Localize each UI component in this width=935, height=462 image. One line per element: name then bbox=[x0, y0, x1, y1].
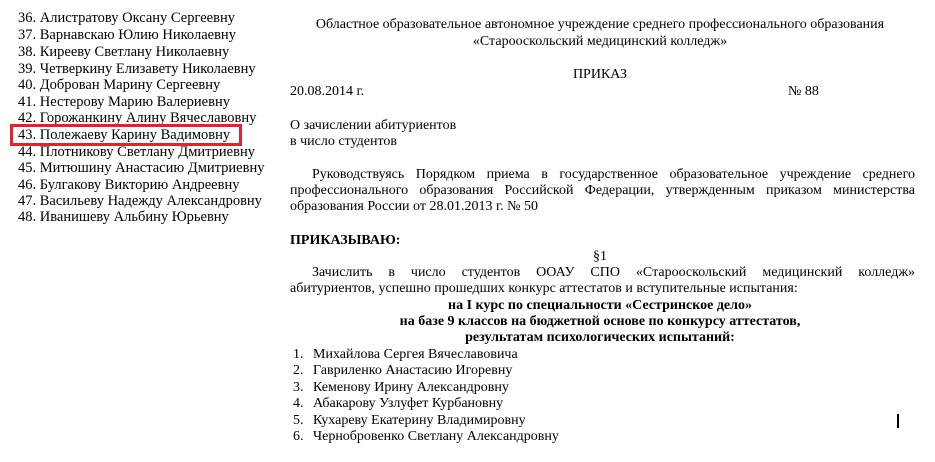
list-item: 48. Иванишеву Альбину Юрьевну bbox=[18, 209, 229, 225]
list-item-number: 6. bbox=[293, 429, 304, 444]
specialty-line: на I курс по специальности «Сестринское дело» bbox=[448, 298, 752, 313]
left-name-list bbox=[0, 0, 265, 462]
subject-line1: О зачислении абитуриентов bbox=[290, 118, 457, 133]
preamble-line2: профессионального образования Российской Федерации, утвержденным приказом министерства bbox=[290, 183, 915, 198]
list-item: 37. Варнавскаю Юлию Николаевну bbox=[18, 27, 236, 43]
list-item-highlighted: 43. Полежаеву Карину Вадимовну bbox=[18, 127, 231, 143]
list-item-name: Гавриленко Анастасию Игоревну bbox=[313, 363, 513, 378]
list-item-name: Абакарову Узлуфет Курбановну bbox=[313, 396, 504, 411]
highlight-box bbox=[10, 124, 242, 146]
list-item: 46. Булгакову Викторию Андреевну bbox=[18, 177, 240, 193]
list-item-name: Михайлова Сергея Вячеславовича bbox=[313, 347, 518, 362]
list-item-number: 5. bbox=[293, 413, 304, 428]
list-item: 44. Плотникову Светлану Дмитриевну bbox=[18, 144, 255, 160]
list-item-number: 4. bbox=[293, 396, 304, 411]
enroll-line2: абитуриентов, успешно прошедших конкурс аттестатов и вступительные испытания: bbox=[290, 281, 798, 296]
preamble-line3: образования России от 28.01.2013 г. № 50 bbox=[290, 199, 539, 214]
list-item-name: Кеменову Ирину Александровну bbox=[313, 380, 509, 395]
text-cursor bbox=[897, 414, 899, 428]
list-item: 45. Митюшину Анастасию Дмитриевну bbox=[18, 160, 265, 176]
list-item: 47. Васильеву Надежду Александровну bbox=[18, 193, 262, 209]
basis-line: на базе 9 классов на бюджетной основе по конкурсу аттестатов, bbox=[399, 314, 801, 329]
list-item: 42. Горожанкину Алину Вячеславовну bbox=[18, 110, 257, 126]
order-document bbox=[285, 0, 925, 462]
list-item: 38. Кирееву Светлану Николаевну bbox=[18, 44, 230, 60]
list-item-name: Чернобровенко Светлану Александровну bbox=[313, 429, 559, 444]
list-item-number: 2. bbox=[293, 363, 304, 378]
results-line: результатам психологических испытаний: bbox=[465, 330, 735, 345]
list-item-number: 3. bbox=[293, 380, 304, 395]
list-item: 36. Алистратову Оксану Сергеевну bbox=[18, 10, 235, 26]
section-sign: §1 bbox=[593, 249, 607, 264]
order-word: ПРИКАЗЫВАЮ: bbox=[290, 233, 401, 248]
enroll-line1: Зачислить в число студентов ООАУ СПО «Старооскольский медицинский колледж» bbox=[312, 265, 915, 280]
list-item-number: 1. bbox=[293, 347, 304, 362]
list-item: 39. Четверкину Елизавету Николаевну bbox=[18, 61, 256, 77]
subject-line2: в число студентов bbox=[290, 134, 397, 149]
institution-name-line2: «Старооскольский медицинский колледж» bbox=[472, 34, 728, 49]
list-item: 40. Доброван Марину Сергеевну bbox=[18, 77, 221, 93]
order-number: № 88 bbox=[788, 84, 819, 99]
list-item: 41. Нестерову Марию Валериевну bbox=[18, 94, 230, 110]
order-title: ПРИКАЗ bbox=[572, 67, 628, 82]
list-item-name: Кухареву Екатерину Владимировну bbox=[313, 413, 526, 428]
institution-name-line1: Областное образовательное автономное учреждение среднего профессионального образования bbox=[315, 17, 885, 32]
order-date: 20.08.2014 г. bbox=[290, 84, 365, 99]
preamble-line1: Руководствуясь Порядком приема в государственное образовательное учреждение среднего bbox=[312, 167, 915, 182]
